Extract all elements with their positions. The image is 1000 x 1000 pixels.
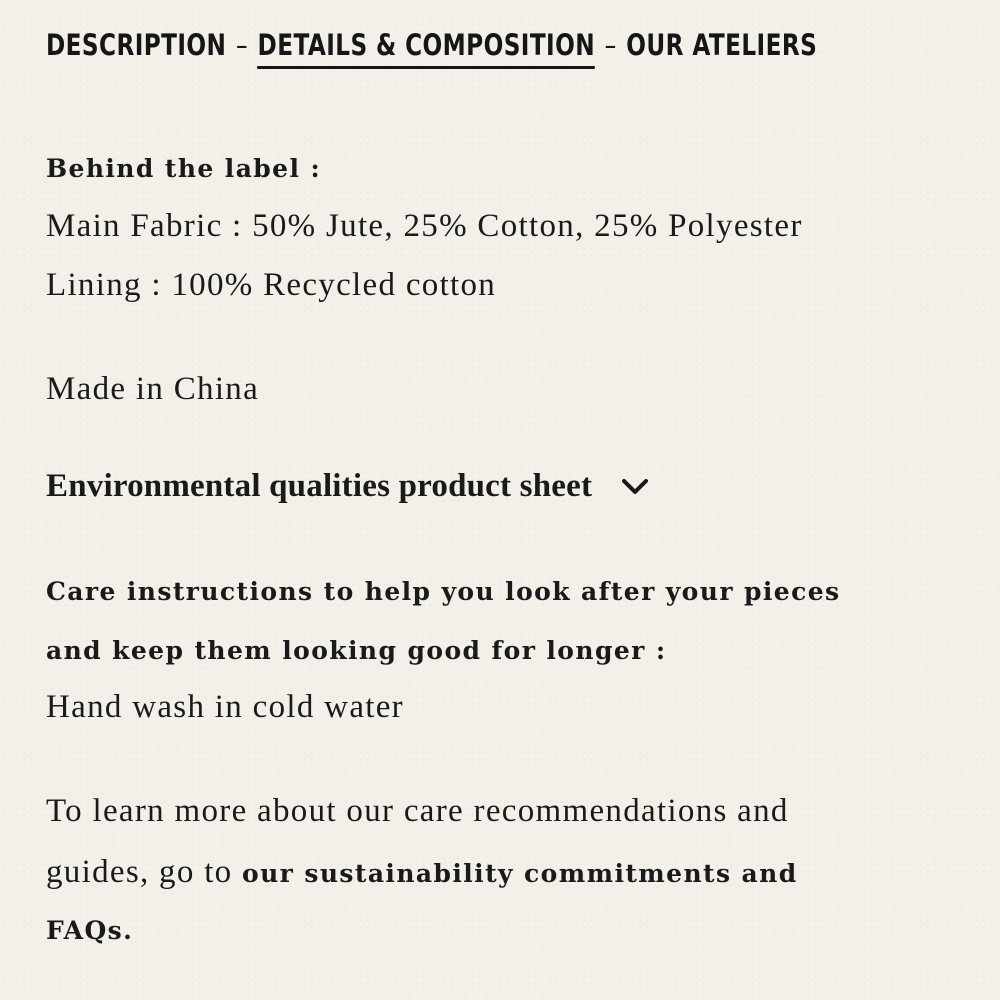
origin-text: Made in China <box>46 371 260 407</box>
learn-more-line2 <box>46 854 798 891</box>
lining-text: Lining : 100% Recycled cotton <box>46 267 497 303</box>
learn-more-prefix: guides, go to <box>46 854 243 890</box>
care-heading-line2: and keep them looking good for longer : <box>46 636 667 665</box>
tab-separator: – <box>235 28 248 62</box>
environmental-sheet-label: Environmental qualities product sheet <box>46 468 593 504</box>
chevron-down-icon <box>620 477 650 497</box>
tab-our-ateliers[interactable]: OUR ATELIERS <box>626 28 818 62</box>
tab-separator: – <box>604 28 617 62</box>
details-composition-panel <box>46 0 966 1000</box>
learn-more-line1: To learn more about our care recommendations and <box>46 793 789 829</box>
learn-more-line3 <box>46 916 133 945</box>
faqs-link[interactable]: FAQs <box>46 916 124 945</box>
tab-description[interactable]: DESCRIPTION <box>46 28 227 62</box>
tab-details-composition[interactable]: DETAILS & COMPOSITION <box>258 28 596 69</box>
environmental-sheet-toggle[interactable] <box>46 468 650 505</box>
label-section-heading: Behind the label : <box>46 154 322 183</box>
care-heading-line1: Care instructions to help you look after your pieces <box>46 577 841 606</box>
product-info-tabs <box>46 28 817 69</box>
learn-more-suffix: . <box>123 916 134 945</box>
care-instruction: Hand wash in cold water <box>46 689 404 725</box>
main-fabric-text: Main Fabric : 50% Jute, 25% Cotton, 25% Polyester <box>46 208 803 244</box>
sustainability-commitments-link[interactable]: our sustainability commitments and <box>242 859 798 888</box>
